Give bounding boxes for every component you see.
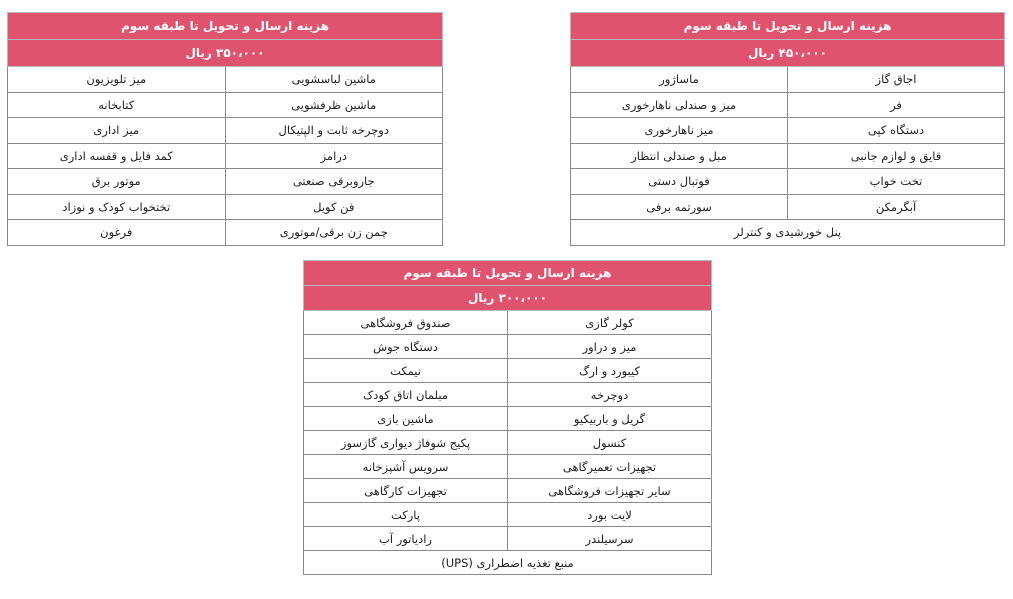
table-cell: پارکت — [304, 503, 508, 527]
table-cell: درامز — [225, 143, 443, 169]
table-row — [571, 143, 1005, 169]
table-title: هزینه ارسال و تحویل تا طبقه سوم — [8, 13, 443, 40]
table-cell: میز و دراور — [508, 335, 712, 359]
table-cell: سایر تجهیزات فروشگاهی — [508, 479, 712, 503]
table-cell: میز ناهارخوری — [571, 118, 788, 144]
table-title: هزینه ارسال و تحویل تا طبقه سوم — [304, 261, 712, 286]
table-cell: دستگاه جوش — [304, 335, 508, 359]
table-cell: لایت بورد — [508, 503, 712, 527]
table-cell: فرغون — [8, 220, 226, 246]
table-row — [304, 455, 712, 479]
table-cell: نیمکت — [304, 359, 508, 383]
table-row — [8, 118, 443, 144]
table-row — [8, 194, 443, 220]
table-row — [304, 335, 712, 359]
table-cell: تختخواب کودک و نوزاد — [8, 194, 226, 220]
table-cell: دوچرخه ثابت و الپتیکال — [225, 118, 443, 144]
table-cell: صندوق فروشگاهی — [304, 311, 508, 335]
table-cell: دستگاه کپی — [788, 118, 1005, 144]
table-cell: چمن زن برقی/موتوری — [225, 220, 443, 246]
shipping-table-450000 — [570, 12, 1005, 246]
table-cell: دوچرخه — [508, 383, 712, 407]
table-cell: تجهیزات تعمیرگاهی — [508, 455, 712, 479]
table-cell: سرسیلندر — [508, 527, 712, 551]
table-cell: فوتبال دستی — [571, 169, 788, 195]
table-row — [304, 479, 712, 503]
table-cell: ماشین لباسشویی — [225, 67, 443, 93]
table-cell: کتابخانه — [8, 92, 226, 118]
table-row — [571, 194, 1005, 220]
table-cell: ماساژور — [571, 67, 788, 93]
table-row — [8, 220, 443, 246]
table-row — [571, 220, 1005, 246]
table-footer-cell: پنل خورشیدی و کنترلر — [571, 220, 1005, 246]
table-row — [304, 503, 712, 527]
table-cell: سرویس آشپزخانه — [304, 455, 508, 479]
table-row — [571, 92, 1005, 118]
table-cell: کولر گازی — [508, 311, 712, 335]
table-row — [304, 311, 712, 335]
table-cell: مبل و صندلی انتظار — [571, 143, 788, 169]
table-title: هزینه ارسال و تحویل تا طبقه سوم — [571, 13, 1005, 40]
table-row — [571, 118, 1005, 144]
table-row — [571, 67, 1005, 93]
table-row — [304, 527, 712, 551]
table-cell: موتور برق — [8, 169, 226, 195]
table-cell: فر — [788, 92, 1005, 118]
table-row — [304, 383, 712, 407]
table-cell: ماشین ظرفشویی — [225, 92, 443, 118]
table-row — [304, 431, 712, 455]
table-row — [8, 67, 443, 93]
table-row — [304, 551, 712, 575]
table-cell: تخت خواب — [788, 169, 1005, 195]
table-row — [571, 169, 1005, 195]
table-price: ۴۵۰،۰۰۰ ریال — [571, 40, 1005, 67]
table-cell: گریل و باربیکیو — [508, 407, 712, 431]
table-cell: میز اداری — [8, 118, 226, 144]
table-cell: جاروبرقی صنعتی — [225, 169, 443, 195]
table-row — [8, 143, 443, 169]
table-price: ۳۵۰،۰۰۰ ریال — [8, 40, 443, 67]
table-cell: آبگرمکن — [788, 194, 1005, 220]
table-cell: فن کویل — [225, 194, 443, 220]
table-cell: میز تلویزیون — [8, 67, 226, 93]
table-cell: رادیاتور آب — [304, 527, 508, 551]
table-price: ۳۰۰،۰۰۰ ریال — [304, 286, 712, 311]
shipping-table-350000 — [7, 12, 443, 246]
table-cell: پکیج شوفاژ دیواری گازسوز — [304, 431, 508, 455]
table-cell: سورتمه برفی — [571, 194, 788, 220]
table-cell: اجاق گاز — [788, 67, 1005, 93]
table-cell: میز و صندلی ناهارخوری — [571, 92, 788, 118]
table-footer-cell: منبع تغذیه اضطراری (UPS) — [304, 551, 712, 575]
table-row — [304, 359, 712, 383]
shipping-table-300000 — [303, 260, 712, 575]
table-cell: کنسول — [508, 431, 712, 455]
table-cell: کمد فایل و قفسه اداری — [8, 143, 226, 169]
table-cell: کیبورد و ارگ — [508, 359, 712, 383]
table-cell: مبلمان اتاق کودک — [304, 383, 508, 407]
table-cell: قایق و لوازم جانبی — [788, 143, 1005, 169]
table-row — [304, 407, 712, 431]
table-cell: تجهیزات کارگاهی — [304, 479, 508, 503]
table-row — [8, 92, 443, 118]
table-row — [8, 169, 443, 195]
table-cell: ماشین بازی — [304, 407, 508, 431]
